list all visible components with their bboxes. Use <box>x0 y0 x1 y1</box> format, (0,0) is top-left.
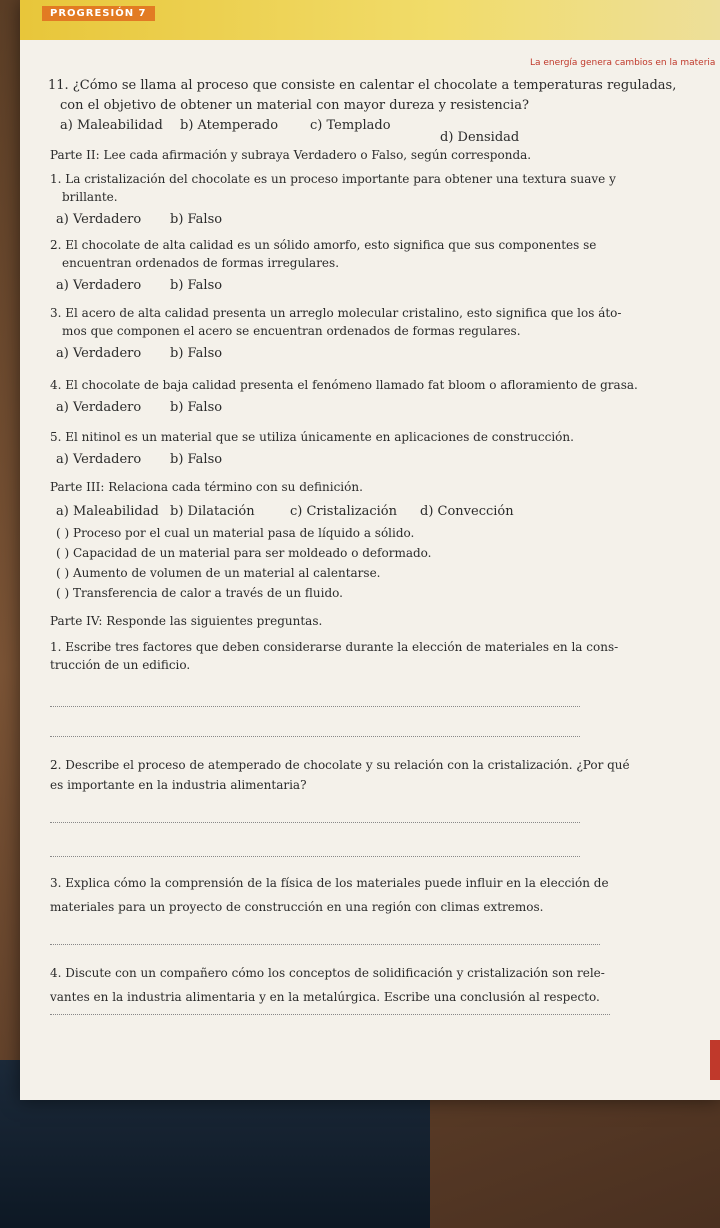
p2-item2-text-1: 2. El chocolate de alta calidad es un sólido amorfo, esto significa que sus componentes se <box>50 238 597 252</box>
p2-item3-text-2: mos que componen el acero se encuentran ordenados de formas regulares. <box>62 324 521 338</box>
p3-term-a: a) Maleabilidad <box>56 504 159 519</box>
p2-item1-text-2: brillante. <box>62 190 118 204</box>
p2-item2-true[interactable]: a) Verdadero <box>56 278 142 293</box>
p2-item3-true[interactable]: a) Verdadero <box>56 346 142 361</box>
q11-text-1: 11. ¿Cómo se llama al proceso que consiste en calentar el chocolate a temperaturas reguladas, <box>48 78 677 93</box>
p4-q1-answer-line-1[interactable] <box>50 706 580 707</box>
q11-option-b: b) Atemperado <box>180 118 279 133</box>
p2-item3-text-1: 3. El acero de alta calidad presenta un arreglo molecular cristalino, esto significa que los áto- <box>50 306 622 320</box>
p2-item3-false[interactable]: b) Falso <box>170 346 223 361</box>
p4-q1-line-2: trucción de un edificio. <box>50 658 191 672</box>
p4-q1-answer-line-2[interactable] <box>50 736 580 737</box>
p2-item4-false[interactable]: b) Falso <box>170 400 223 415</box>
p4-q2-line-2: es importante en la industria alimentaria? <box>50 778 307 792</box>
p4-q2-answer-line-1[interactable] <box>50 822 580 823</box>
q11-option-c: c) Templado <box>310 118 391 133</box>
p3-def-4[interactable]: ( ) Transferencia de calor a través de un fluido. <box>56 586 343 600</box>
p3-def-1[interactable]: ( ) Proceso por el cual un material pasa de líquido a sólido. <box>56 526 415 540</box>
p2-item4-true[interactable]: a) Verdadero <box>56 400 142 415</box>
p4-q4-line-2: vantes en la industria alimentaria y en la metalúrgica. Escribe una conclusión al respecto. <box>50 990 600 1004</box>
part4-title: Parte IV: Responde las siguientes preguntas. <box>50 614 323 628</box>
p3-term-d: d) Convección <box>420 504 514 519</box>
p4-q1-line-1: 1. Escribe tres factores que deben considerarse durante la elección de materiales en la cons- <box>50 640 619 654</box>
q11-option-d: d) Densidad <box>440 130 520 145</box>
part3-title: Parte III: Relaciona cada término con su definición. <box>50 480 363 494</box>
p2-item1-false[interactable]: b) Falso <box>170 212 223 227</box>
p4-q2-line-1: 2. Describe el proceso de atemperado de chocolate y su relación con la cristalización. ¿Por qué <box>50 758 630 772</box>
p2-item2-false[interactable]: b) Falso <box>170 278 223 293</box>
p2-item5-false[interactable]: b) Falso <box>170 452 223 467</box>
q11-option-a: a) Maleabilidad <box>60 118 163 133</box>
p2-item1-text-1: 1. La cristalización del chocolate es un proceso importante para obtener una textura suave y <box>50 172 616 186</box>
p2-item2-text-2: encuentran ordenados de formas irregulares. <box>62 256 340 270</box>
progression-tab: PROGRESIÓN 7 <box>42 6 155 21</box>
p3-def-3[interactable]: ( ) Aumento de volumen de un material al calentarse. <box>56 566 381 580</box>
p4-q4-line-1: 4. Discute con un compañero cómo los conceptos de solidificación y cristalización son rele- <box>50 966 605 980</box>
p4-q4-answer-line[interactable] <box>50 1014 610 1015</box>
side-note: La energía genera cambios en la materia <box>530 58 716 68</box>
p3-term-c: c) Cristalización <box>290 504 398 519</box>
p2-item1-true[interactable]: a) Verdadero <box>56 212 142 227</box>
red-edge <box>710 1040 720 1080</box>
q11-text-2: con el objetivo de obtener un material con mayor dureza y resistencia? <box>60 98 529 113</box>
p3-def-2[interactable]: ( ) Capacidad de un material para ser moldeado o deformado. <box>56 546 432 560</box>
p2-item4-text: 4. El chocolate de baja calidad presenta el fenómeno llamado fat bloom o afloramiento de grasa. <box>50 378 638 392</box>
p4-q2-answer-line-2[interactable] <box>50 856 580 857</box>
p4-q3-line-2: materiales para un proyecto de construcción en una región con climas extremos. <box>50 900 544 914</box>
p3-term-b: b) Dilatación <box>170 504 255 519</box>
worksheet-page <box>20 0 720 1100</box>
part2-title: Parte II: Lee cada afirmación y subraya Verdadero o Falso, según corresponda. <box>50 148 532 162</box>
p2-item5-text: 5. El nitinol es un material que se utiliza únicamente en aplicaciones de construcción. <box>50 430 574 444</box>
p4-q3-line-1: 3. Explica cómo la comprensión de la física de los materiales puede influir en la elección de <box>50 876 609 890</box>
p4-q3-answer-line[interactable] <box>50 944 600 945</box>
p2-item5-true[interactable]: a) Verdadero <box>56 452 142 467</box>
